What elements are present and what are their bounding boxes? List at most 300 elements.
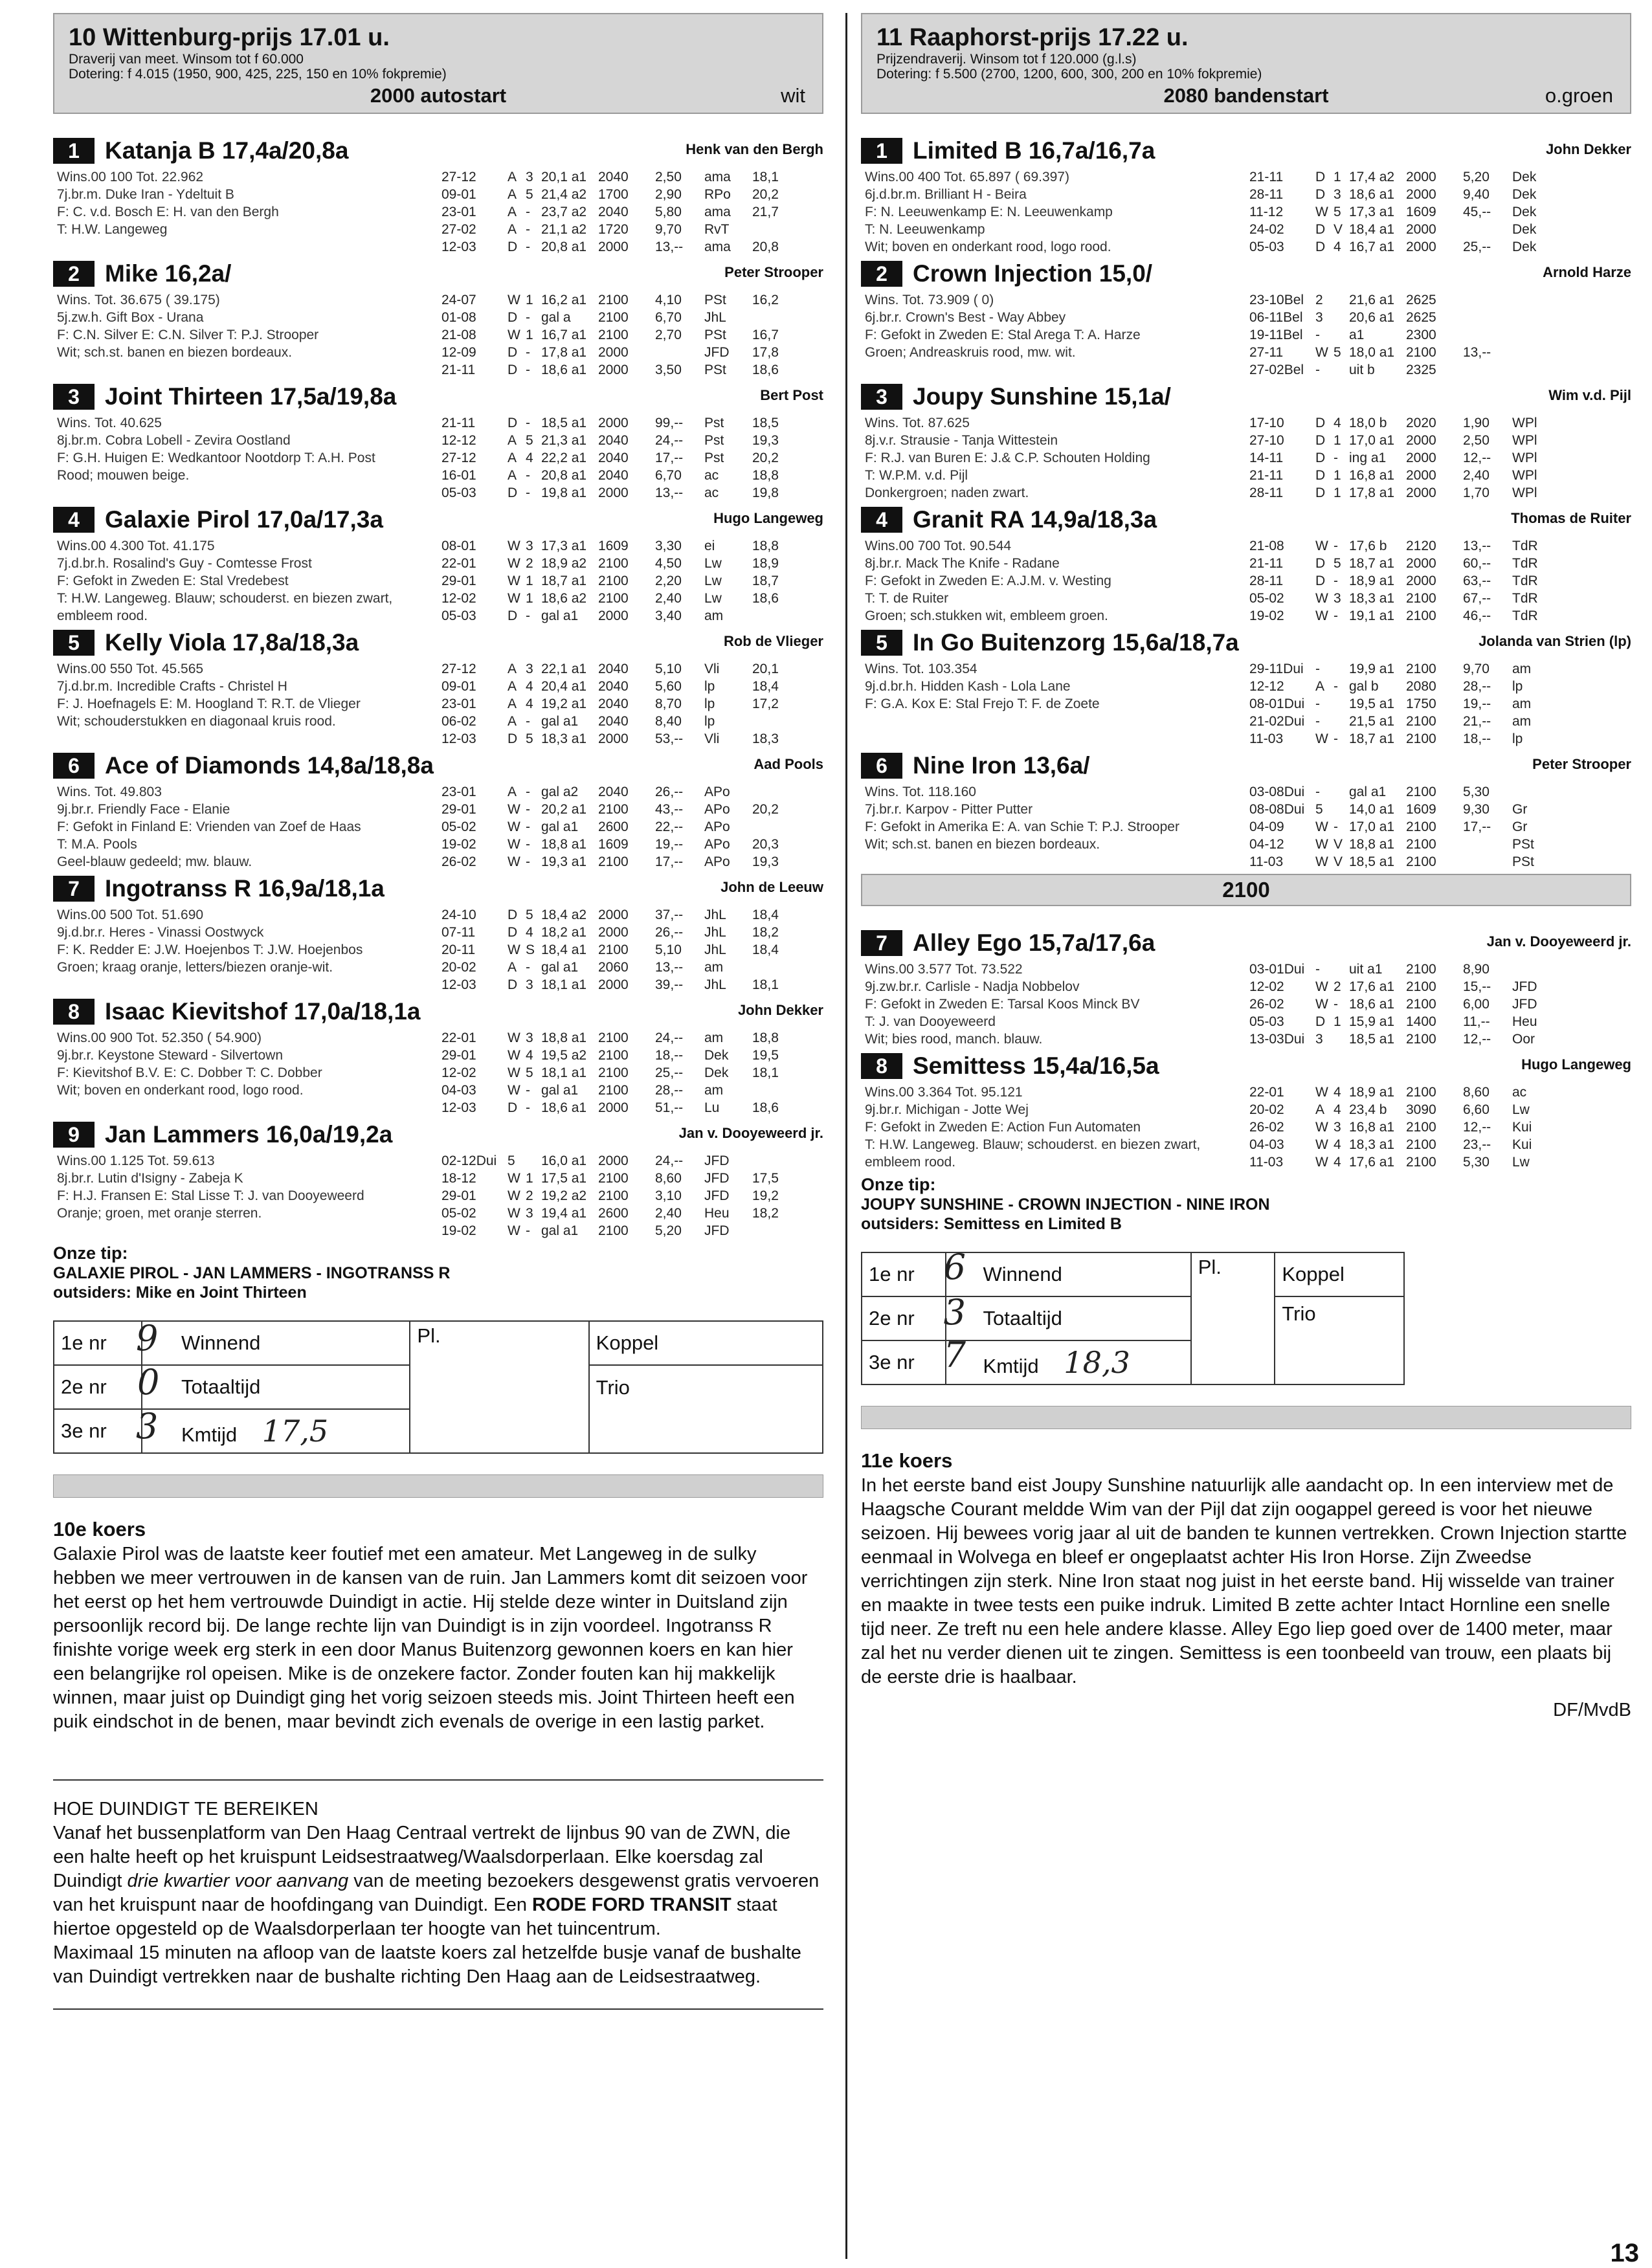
form-cell: 17,5 a1 <box>541 1171 587 1186</box>
form-cell: WPl <box>1512 416 1537 430</box>
form-cell: 1750 <box>1406 696 1436 711</box>
form-cell: 2100 <box>1406 1137 1436 1152</box>
form-row <box>441 1152 779 1170</box>
form-row <box>441 1064 779 1082</box>
horse-info <box>57 906 432 976</box>
form-cell: 5,60 <box>655 679 682 694</box>
horse-heading <box>861 1051 1631 1081</box>
horse-info-line: Wins.00 3.364 Tot. 95.121 <box>865 1085 1023 1100</box>
form-cell: 4 <box>526 696 533 711</box>
form-cell: 19,8 a1 <box>541 485 587 500</box>
form-row <box>441 801 779 818</box>
form-cell: TdR <box>1512 608 1538 623</box>
form-cell: JhL <box>704 925 726 940</box>
form-cell: A <box>508 450 517 465</box>
horse-heading <box>53 874 823 904</box>
form-cell: 14-11 <box>1249 450 1284 465</box>
form-cell: 19-02 <box>441 1223 476 1238</box>
form-cell: V <box>1334 222 1343 237</box>
form-cell: Heu <box>704 1206 730 1221</box>
form-cell: 20,2 a1 <box>541 802 587 817</box>
form-cell: am <box>704 1030 724 1045</box>
horse-info-line: Rood; mouwen beige. <box>57 468 190 483</box>
form-row <box>441 467 779 484</box>
form-cell: A <box>1315 1102 1325 1117</box>
form-cell: 6,70 <box>655 310 682 325</box>
form-cell <box>1334 660 1349 678</box>
form-cell: 19,2 <box>752 1188 779 1203</box>
directions-text-3: staat hiertoe opgesteld op de Waalsdorperlaan ter hoogte van het tuincentrum. <box>53 1895 777 1939</box>
form-table <box>441 660 779 748</box>
pl-label: Pl. <box>417 1324 441 1347</box>
form-cell: am <box>704 960 724 975</box>
form-cell: 5 <box>526 433 533 448</box>
form-cell: 8,70 <box>655 696 682 711</box>
form-cell: 22,1 a1 <box>541 662 587 676</box>
form-cell: 8,40 <box>655 714 682 729</box>
form-cell: 21,1 a2 <box>541 222 587 237</box>
form-cell: 19,8 <box>752 485 779 500</box>
kmtijd-label: Kmtijd <box>983 1355 1039 1377</box>
form-cell: 4,10 <box>655 293 682 307</box>
horse-info <box>865 1084 1240 1171</box>
form-cell: 20,6 a1 <box>1349 310 1395 325</box>
race-color: wit <box>781 84 805 107</box>
horse-info-line: F: Gefokt in Zweden E: Action Fun Automaten <box>865 1120 1141 1135</box>
form-cell: TdR <box>1512 573 1538 588</box>
form-cell: 04-12 <box>1249 837 1284 852</box>
directions-section <box>53 1797 823 1989</box>
horse-info-line: F: Gefokt in Zweden E: Stal Vredebest <box>57 573 289 588</box>
form-cell: 05-02 <box>441 1206 476 1221</box>
form-cell: 17,-- <box>655 450 684 465</box>
form-cell: 1720 <box>598 222 629 237</box>
form-cell: JhL <box>704 942 726 957</box>
form-cell: 18,-- <box>1463 731 1491 746</box>
start-number: 1 <box>861 138 902 164</box>
race-10-column <box>53 13 823 2027</box>
form-cell: 17-10 <box>1249 416 1284 430</box>
horse-name: Ingotranss R 16,9a/18,1a <box>105 875 385 902</box>
form-cell: D <box>508 731 518 746</box>
form-row <box>441 186 779 203</box>
form-cell: 18,6 <box>752 362 779 377</box>
form-cell: 16,2 a1 <box>541 293 587 307</box>
form-cell: 5,30 <box>1463 1155 1490 1170</box>
horse-info-line: Wit; sch.st. banen en biezen bordeaux. <box>57 345 293 360</box>
form-cell: 2600 <box>598 819 629 834</box>
form-cell: 4 <box>526 925 533 940</box>
form-cell: 16-01 <box>441 468 476 483</box>
directions-emphasis: drie kwartier voor aanvang <box>127 1871 349 1891</box>
form-cell: W <box>1315 1120 1328 1135</box>
handwritten-kmtijd: 18,3 <box>1064 1345 1130 1380</box>
form-cell: 2,90 <box>655 187 682 202</box>
form-cell: APo <box>704 802 730 817</box>
form-cell: 21-11 <box>1249 556 1284 571</box>
page-number: 13 <box>1610 2239 1639 2267</box>
form-row <box>1249 186 1560 203</box>
form-cell: 1 <box>526 573 533 588</box>
form-row <box>1249 1101 1560 1118</box>
form-cell: - <box>526 222 530 237</box>
horse-info-line: F: G.H. Huigen E: Wedkantoor Nootdorp T: A.H. Post <box>57 450 375 465</box>
horse-info-line: F: Gefokt in Zweden E: Tarsal Koos Minck BV <box>865 997 1140 1012</box>
form-cell: 17,6 b <box>1349 539 1387 553</box>
form-cell: 12-12 <box>441 433 476 448</box>
race-prize: Dotering: f 4.015 (1950, 900, 425, 225, 150 en 10% fokpremie) <box>69 67 447 82</box>
form-cell: 20-11 <box>441 942 476 957</box>
form-cell: 21-11 <box>441 416 476 430</box>
horse-info-line: Groen; kraag oranje, letters/biezen oranje-wit. <box>57 960 333 975</box>
form-cell: 18,4 a2 <box>541 907 587 922</box>
horse-info <box>865 961 1240 1048</box>
form-cell: D <box>1315 485 1326 500</box>
form-cell: 2300 <box>1406 328 1436 342</box>
form-cell: W <box>1315 854 1328 869</box>
horse-info <box>57 1152 432 1222</box>
form-table <box>441 168 779 256</box>
horse-info-line: F: Gefokt in Amerika E: A. van Schie T: P.J. Strooper <box>865 819 1179 834</box>
form-row <box>441 361 779 379</box>
form-cell: 5 <box>526 907 533 922</box>
form-cell: 18,9 a1 <box>1349 1085 1395 1100</box>
form-cell: RPo <box>704 187 731 202</box>
form-cell: 2100 <box>1406 662 1436 676</box>
form-cell: 19,4 a1 <box>541 1206 587 1221</box>
form-row <box>1249 783 1560 801</box>
form-cell: 3090 <box>1406 1102 1436 1117</box>
form-cell: 17,-- <box>655 854 684 869</box>
form-cell: am <box>1512 714 1532 729</box>
horse-info <box>57 291 432 361</box>
form-cell: 20,1 <box>752 662 779 676</box>
form-cell: - <box>526 1100 530 1115</box>
form-row <box>1249 1030 1560 1048</box>
form-row <box>441 1205 779 1222</box>
form-cell: Pst <box>704 433 724 448</box>
form-cell: 2100 <box>1406 854 1436 869</box>
form-cell: 2,50 <box>655 170 682 184</box>
form-cell: 2000 <box>598 1100 629 1115</box>
form-cell: 29-01 <box>441 1048 476 1063</box>
form-cell <box>1334 326 1349 344</box>
driver-name: Thomas de Ruiter <box>1511 510 1631 526</box>
horse-info-line: Donkergroen; naden zwart. <box>865 485 1029 500</box>
form-cell: 2100 <box>1406 784 1436 799</box>
form-cell: Dek <box>1512 239 1537 254</box>
form-row <box>1249 995 1560 1013</box>
form-cell: 04-03 <box>441 1083 476 1098</box>
race-title: 10 Wittenburg-prijs 17.01 u. <box>69 24 390 51</box>
form-cell: 2100 <box>1406 997 1436 1012</box>
form-cell: 18,7 <box>752 573 779 588</box>
form-row <box>1249 978 1560 995</box>
form-cell: W <box>1315 1137 1328 1152</box>
horse-info-line: 9j.d.br.h. Hidden Kash - Lola Lane <box>865 679 1071 694</box>
form-cell: 2000 <box>598 345 629 360</box>
driver-name: John Dekker <box>1545 141 1631 157</box>
form-cell: 17,6 a1 <box>1349 1155 1395 1170</box>
form-cell: 2100 <box>1406 962 1436 977</box>
form-row <box>441 291 779 309</box>
form-cell: - <box>1334 573 1338 588</box>
form-cell: 2000 <box>1406 170 1436 184</box>
form-row <box>441 168 779 186</box>
form-cell: 18,1 <box>752 977 779 992</box>
form-cell: 37,-- <box>655 907 684 922</box>
form-cell: 18,4 a1 <box>1349 222 1395 237</box>
form-cell: W <box>1315 837 1328 852</box>
handwritten-number: 0 <box>137 1362 160 1403</box>
form-cell: 2120 <box>1406 539 1436 553</box>
form-cell: W <box>1315 608 1328 623</box>
horse-info-line: 5j.zw.h. Gift Box - Urana <box>57 310 204 325</box>
form-cell: - <box>526 960 530 975</box>
form-cell: 23-01 <box>441 696 476 711</box>
form-row <box>1249 326 1560 344</box>
form-cell: gal a1 <box>541 1223 579 1238</box>
form-cell: 18,9 <box>752 556 779 571</box>
form-row <box>441 836 779 853</box>
form-cell: 2000 <box>598 239 629 254</box>
form-cell: 3 <box>1315 1032 1323 1047</box>
form-cell: A <box>508 960 517 975</box>
form-cell: D <box>508 977 518 992</box>
form-row <box>441 607 779 625</box>
form-row <box>441 572 779 590</box>
form-cell: W <box>1315 539 1328 553</box>
form-cell: 16,7 a1 <box>1349 239 1395 254</box>
form-cell <box>1512 291 1560 309</box>
form-cell: am <box>1512 696 1532 711</box>
form-table <box>441 537 779 625</box>
form-cell: 5 <box>526 731 533 746</box>
horse-entry <box>861 628 1631 751</box>
form-row <box>441 1170 779 1187</box>
form-cell: 19,9 a1 <box>1349 662 1395 676</box>
start-number: 3 <box>861 384 902 410</box>
form-cell <box>1334 695 1349 713</box>
form-cell: A <box>1315 679 1325 694</box>
form-cell: 1609 <box>598 837 629 852</box>
form-cell: 23,-- <box>1463 1137 1491 1152</box>
directions-text-1: Vanaf het bussenplatform van Den Haag Centraal vertrekt de lijnbus 90 van de ZWN, die een halte heeft op het kruispunt Leidsestraatweg/Waalsdorperlaan. Elke koersdag zal Duindigt <box>53 1823 791 1891</box>
form-row <box>441 326 779 344</box>
horse-info-line: F: N. Leeuwenkamp E: N. Leeuwenkamp <box>865 205 1113 219</box>
form-cell: 2100 <box>598 1048 629 1063</box>
form-cell: 5 <box>526 1065 533 1080</box>
form-cell: 01-08 <box>441 310 476 325</box>
start-number: 2 <box>53 261 95 287</box>
form-cell: 1700 <box>598 187 629 202</box>
form-cell: 17,3 a1 <box>1349 205 1395 219</box>
driver-name: Aad Pools <box>753 756 823 772</box>
form-cell: 4 <box>1334 1102 1341 1117</box>
form-cell: - <box>526 485 530 500</box>
form-cell: gal a1 <box>541 714 579 729</box>
form-row <box>441 713 779 730</box>
form-cell: 5,10 <box>655 942 682 957</box>
form-row <box>1249 853 1560 871</box>
form-row <box>1249 1153 1560 1171</box>
form-cell: - <box>526 205 530 219</box>
horse-info-line: Wit; schouderstukken en diagonaal kruis rood. <box>57 714 336 729</box>
form-cell <box>1463 309 1512 326</box>
horse-info-line: T: M.A. Pools <box>57 837 137 852</box>
grey-bar <box>53 1474 823 1498</box>
form-cell: 23,7 a2 <box>541 205 587 219</box>
form-cell: A <box>508 433 517 448</box>
result-table <box>53 1320 823 1454</box>
form-cell <box>1463 221 1512 238</box>
form-cell: 2040 <box>598 662 629 676</box>
race-review <box>53 1517 823 1734</box>
form-row <box>441 414 779 432</box>
horse-info-line: Wins. Tot. 49.803 <box>57 784 162 799</box>
form-cell: 19,5 a2 <box>541 1048 587 1063</box>
form-cell: TdR <box>1512 556 1538 571</box>
form-cell: 1 <box>526 293 533 307</box>
form-cell: Pst <box>704 450 724 465</box>
form-cell: 05-03 <box>1249 239 1284 254</box>
form-cell: 26-02 <box>1249 997 1284 1012</box>
form-cell: gal a <box>541 310 571 325</box>
form-cell: 28-11 <box>1249 485 1284 500</box>
horse-info-line: F: H.J. Fransen E: Stal Lisse T: J. van Dooyeweerd <box>57 1188 364 1203</box>
form-cell: 2 <box>1334 979 1341 994</box>
horse-entry <box>861 382 1631 505</box>
directions-title: HOE DUINDIGT TE BEREIKEN <box>53 1799 318 1819</box>
form-cell: 2,50 <box>1463 433 1490 448</box>
race-title: 11 Raaphorst-prijs 17.22 u. <box>876 24 1189 51</box>
form-table <box>441 291 779 379</box>
form-cell: 21-11 <box>441 362 476 377</box>
form-cell: 18,8 <box>752 468 779 483</box>
driver-name: Henk van den Bergh <box>686 141 823 157</box>
form-cell: 19,-- <box>1463 696 1491 711</box>
form-cell: - <box>526 310 530 325</box>
form-cell: 1609 <box>1406 802 1436 817</box>
form-cell <box>1463 326 1512 344</box>
second-band-header: 2100 <box>861 874 1631 906</box>
form-table <box>441 414 779 502</box>
review-text: In het eerste band eist Joupy Sunshine natuurlijk alle aandacht op. In een interview met de Haagsche Courant meldde Wim van der Pijl dat zijn oogappel gereed is voor het nieuwe seizoen. Hij bewees vorig jaar al uit de banden te kunnen vertrekken. Crown Injection startte eenmaal in Wolvega en bleef er ongeplaatst achter His Iron Horse. Zijn Zweedse verrichtingen zijn sterk. Nine Iron staat nog juist in het eerste band. Hij wisselde van trainer en maakte in twee tests een puike indruk. Limited B zette achter Intact Hornline een snelle tijd neer. Ze treft nu een hele andere klasse. Alley Ego liep goed over de 1400 meter, maar zal het nu verder dienen uit te zingen. Semittess is een toonbeeld van trouw, een plaats bij de eerste drie is haalbaar. <box>861 1475 1627 1687</box>
form-cell: 13,-- <box>655 960 684 975</box>
form-cell: 19,5 <box>752 1048 779 1063</box>
koppel-label: Koppel <box>596 1331 659 1354</box>
winnend-label: Winnend <box>983 1263 1062 1285</box>
form-cell: 17,2 <box>752 696 779 711</box>
form-cell: 3 <box>1315 310 1323 325</box>
horse-info-line: F: K. Redder E: J.W. Hoejenbos T: J.W. Hoejenbos <box>57 942 363 957</box>
form-cell: 2100 <box>1406 1085 1436 1100</box>
form-cell: gal a1 <box>1349 784 1387 799</box>
form-row <box>441 238 779 256</box>
horse-entry <box>53 382 823 505</box>
form-cell: 2000 <box>598 485 629 500</box>
form-cell: W <box>508 1065 520 1080</box>
horse-name: Jan Lammers 16,0a/19,2a <box>105 1121 393 1148</box>
form-cell: W <box>508 1083 520 1098</box>
form-cell: W <box>1315 997 1328 1012</box>
trio-label: Trio <box>596 1376 630 1399</box>
horse-info-line: T: H.W. Langeweg. Blauw; schouderst. en biezen zwart, embleem rood. <box>57 591 393 623</box>
form-cell: 2000 <box>1406 468 1436 483</box>
horse-entry <box>53 874 823 997</box>
horse-list-second-band <box>861 928 1631 1174</box>
start-number: 8 <box>861 1053 902 1079</box>
result-row-label: 2e nr <box>61 1375 107 1398</box>
signature: DF/MvdB <box>1553 1700 1631 1720</box>
form-cell: 17,3 a1 <box>541 539 587 553</box>
form-cell: 2,20 <box>655 573 682 588</box>
form-cell: 1 <box>1334 485 1341 500</box>
driver-name: Bert Post <box>760 387 823 403</box>
driver-name: Jolanda van Strien (lp) <box>1479 633 1631 649</box>
form-cell: Oor <box>1512 1032 1535 1047</box>
form-cell: 5 <box>1334 345 1341 360</box>
form-row <box>441 484 779 502</box>
form-cell: D <box>508 1100 518 1115</box>
form-cell: 19,1 a1 <box>1349 608 1395 623</box>
form-cell: 18,0 b <box>1349 416 1387 430</box>
form-cell: 8,60 <box>1463 1085 1490 1100</box>
form-table <box>1249 1084 1560 1171</box>
form-row <box>1249 344 1560 361</box>
form-row <box>441 853 779 871</box>
form-cell: PSt <box>704 293 726 307</box>
form-cell: Pst <box>704 416 724 430</box>
form-cell: 1 <box>526 1171 533 1186</box>
form-cell: 45,-- <box>1463 205 1491 219</box>
form-cell: 12-03 <box>441 977 476 992</box>
horse-info-line: F: Gefokt in Zweden E: A.J.M. v. Westing <box>865 573 1111 588</box>
horse-info-line: 9j.br.r. Michigan - Jotte Wej <box>865 1102 1029 1117</box>
form-cell: 27-02Bel <box>1249 362 1304 377</box>
form-cell: - <box>1315 714 1320 729</box>
start-number: 7 <box>861 930 902 956</box>
form-cell: D <box>508 925 518 940</box>
form-cell: D <box>1315 450 1326 465</box>
form-cell: 08-08Dui <box>1249 802 1305 817</box>
horse-info-line: F: R.J. van Buren E: J.& C.P. Schouten Holding <box>865 450 1150 465</box>
horse-heading <box>53 751 823 781</box>
form-cell: 3 <box>526 170 533 184</box>
form-cell: 18,6 <box>752 1100 779 1115</box>
form-cell: JFD <box>1512 979 1537 994</box>
horse-info-line: F: G.A. Kox E: Stal Frejo T: F. de Zoete <box>865 696 1100 711</box>
form-cell: 2100 <box>1406 714 1436 729</box>
form-cell: W <box>508 1030 520 1045</box>
form-row <box>1249 555 1560 572</box>
form-cell: uit b <box>1349 362 1375 377</box>
driver-name: Hugo Langeweg <box>713 510 823 526</box>
form-row <box>1249 537 1560 555</box>
form-row <box>441 537 779 555</box>
form-cell: 28,-- <box>1463 679 1491 694</box>
form-cell: 2100 <box>1406 731 1436 746</box>
form-row <box>1249 414 1560 432</box>
form-cell: 09-01 <box>441 679 476 694</box>
race-start: 2000 autostart <box>370 84 507 107</box>
form-cell: 2100 <box>1406 1032 1436 1047</box>
form-cell: 2 <box>1315 293 1323 307</box>
horse-info-line: 8j.v.r. Strausie - Tanja Wittestein <box>865 433 1058 448</box>
horse-entry <box>53 505 823 628</box>
form-cell: 15,-- <box>1463 979 1491 994</box>
form-cell: 6,00 <box>1463 997 1490 1012</box>
